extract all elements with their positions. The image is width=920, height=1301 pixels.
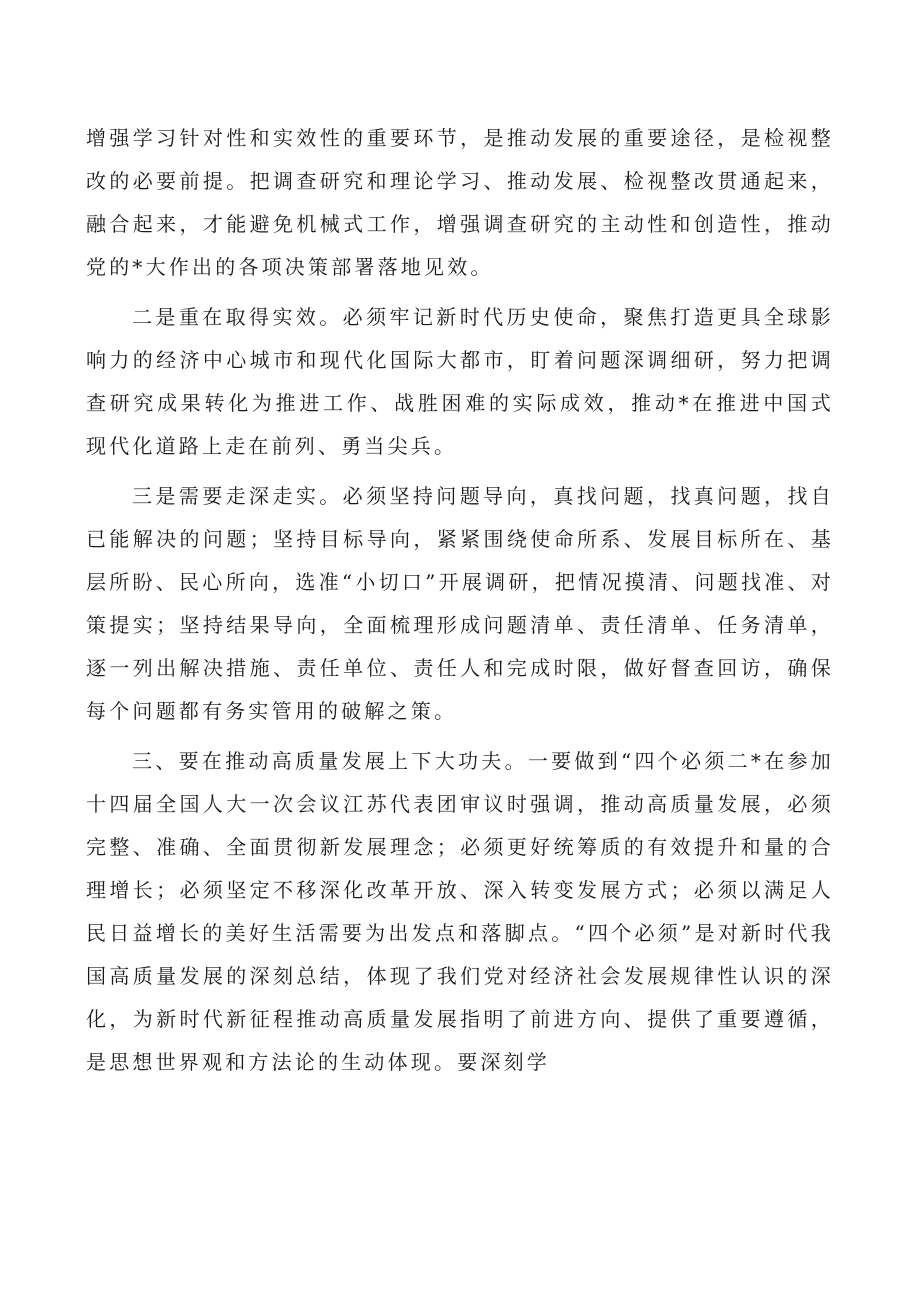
paragraph-continuation: 增强学习针对性和实效性的重要环节，是推动发展的重要途径，是检视整改的必要前提。把调查研究和理论学习、推动发展、检视整改贯通起来，融合起来，才能避免机械式工作，增强调查研究的主动性和创造性，推动党的*大作出的各项决策部署落地见效。 xyxy=(86,126,834,279)
document-page xyxy=(86,117,834,1084)
paragraph-achieve-results: 二是重在取得实效。必须牢记新时代历史使命，聚焦打造更具全球影响力的经济中心城市和现代化国际大都市，盯着问题深调细研，努力把调查研究成果转化为推进工作、战胜困难的实际成效，推动*在推进中国式现代化道路上走在前列、勇当尖兵。 xyxy=(86,305,834,458)
paragraph-high-quality-development: 三、要在推动高质量发展上下大功夫。一要做到“四个必须二*在参加十四届全国人大一次会议江苏代表团审议时强调，推动高质量发展，必须完整、准确、全面贯彻新发展理念；必须更好统筹质的有效提升和量的合理增长；必须坚定不移深化改革开放、深入转变发展方式；必须以满足人民日益增长的美好生活需要为出发点和落脚点。“四个必须”是对新时代我国高质量发展的深刻总结，体现了我们党对经济社会发展规律性认识的深化，为新时代新征程推动高质量发展指明了前进方向、提供了重要遵循，是思想世界观和方法论的生动体现。要深刻学 xyxy=(86,749,834,1074)
paragraph-go-deep: 三是需要走深走实。必须坚持问题导向，真找问题，找真问题，找自已能解决的问题；坚持目标导向，紧紧围绕使命所系、发展目标所在、基层所盼、民心所向，选准“小切口”开展调研，把情况摸清、问题找准、对策提实；坚持结果导向，全面梳理形成问题清单、责任清单、任务清单，逐一列出解决措施、责任单位、责任人和完成时限，做好督查回访，确保每个问题都有务实管用的破解之策。 xyxy=(86,484,834,723)
